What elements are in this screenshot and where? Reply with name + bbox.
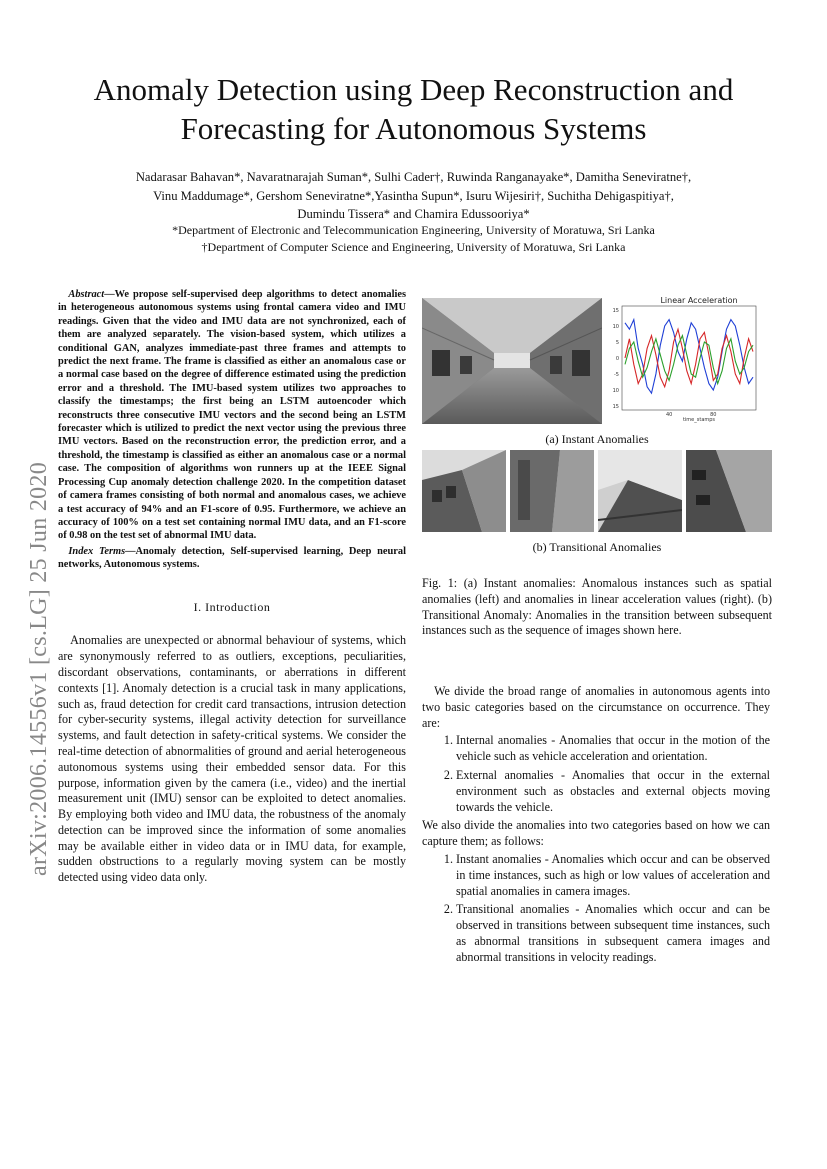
list-item: 1. Internal anomalies - Anomalies that occur in the motion of the vehicle such as vehicle acceleration and orientation. xyxy=(456,733,770,765)
corridor-image xyxy=(422,298,602,424)
y-tick-label: 15 xyxy=(612,308,619,314)
subcaption-a: (a) Instant Anomalies xyxy=(545,432,649,446)
authors-line: Vinu Maddumage*, Gershom Seneviratne*,Yasintha Supun*, Isuru Wijesiri†, Suchitha Dehigaspitiya†, xyxy=(153,188,674,203)
authors-line: Nadarasar Bahavan*, Navaratnarajah Suman*, Sulhi Cader†, Ruwinda Ranganayake*, Damitha Seneviratne†, xyxy=(135,170,692,184)
abstract-label: Abstract xyxy=(68,289,105,300)
subcaption-b: (b) Transitional Anomalies xyxy=(532,540,662,554)
section-title: I. Introduction xyxy=(193,599,271,614)
index-label: Index Terms xyxy=(68,545,126,557)
paper-title: Anomaly Detection using Deep Reconstruction and Forecasting for Autonomous Systems xyxy=(93,72,734,146)
transition-frame xyxy=(598,450,682,532)
anomaly-type-list xyxy=(422,733,770,815)
y-tick-label: -5 xyxy=(614,372,619,378)
authors-line: Dumindu Tissera* and Chamira Edussooriya* xyxy=(297,207,530,221)
figure-caption: Fig. 1: (a) Instant anomalies: Anomalous instances such as spatial anomalies (left) and anomalies in linear acceleration values (right). (b) Transitional Anomaly: Anomalies in the transition between subsequent instances such as the sequence of images shown here. xyxy=(422,576,772,638)
right-column xyxy=(422,684,770,969)
series-line-red xyxy=(625,329,753,387)
x-axis-label: time_stamps xyxy=(682,417,716,423)
affiliations xyxy=(60,222,767,256)
y-ticks xyxy=(613,308,619,410)
abstract-text: —We propose self-supervised deep algorithms to detect anomalies in heterogeneous autonomous systems using frontal camera video and IMU readings. Given that the video and IMU data are not synchronized, each of them are analyzed separately. The vision-based system, which utilizes a conditional GAN, analyzes immediate-past three frames and attempts to predict the next frame. The frame is classified as either an anomalous case or a normal case based on the degree of difference estimated using the prediction error and a threshold. The IMU-based system utilizes two approaches to classify the timestamps; the first being an LSTM autoencoder which reconstructs three consecutive IMU vectors and the second being an LSTM forecaster which is utilized to predict the next vector using the previous three IMU vectors. Based on the reconstruction error, the prediction error, and a threshold, the timestamp is classified as either an anomalous case or a normal case. The composition of algorithms won runners up at the IEEE Signal Processing Cup anomaly detection challenge 2020. In the competition dataset of camera frames consisting of both normal and anomalous cases, we achieve a test accuracy of 94% and an F1-score of 0.95. Furthermore, we achieve an accuracy of 100% on a test set containing normal IMU data, and an F1-score of 0.98 on the test set of abnormal IMU data. xyxy=(58,289,406,542)
index-text: —Anomaly detection, Self-supervised learning, Deep neural networks, Autonomous systems. xyxy=(58,545,406,571)
anomaly-capture-list xyxy=(422,852,770,966)
left-column xyxy=(58,288,406,886)
transition-frame xyxy=(422,450,506,532)
arxiv-id: arXiv:2006.14556v1 [cs.LG] 25 Jun 2020 xyxy=(26,461,52,876)
plot-frame xyxy=(622,306,756,410)
transition-frame xyxy=(510,450,594,532)
index-terms xyxy=(58,545,406,572)
list-item: 2. External anomalies - Anomalies that occur in the external environment such as obstacles and external objects moving towards the vehicle. xyxy=(456,768,770,815)
y-tick-label: 10 xyxy=(612,388,619,394)
author-list xyxy=(60,168,767,224)
y-tick-label: 10 xyxy=(612,324,619,330)
linear-acceleration-chart xyxy=(604,294,772,424)
series-lines xyxy=(625,320,753,394)
intro-paragraph-2: We divide the broad range of anomalies in autonomous agents into two basic categories based on the circumstance on occurrence. They are: xyxy=(422,684,770,730)
transition-frame xyxy=(686,450,772,532)
chart-title: Linear Acceleration xyxy=(660,296,738,305)
affiliation: †Department of Computer Science and Engineering, University of Moratuwa, Sri Lanka xyxy=(201,240,626,254)
y-tick-label: 5 xyxy=(615,340,619,346)
x-tick-label: 80 xyxy=(710,412,717,418)
y-tick-label: 0 xyxy=(615,356,619,362)
subfigure-b xyxy=(422,450,772,532)
affiliation: *Department of Electronic and Telecommunication Engineering, University of Moratuwa, Sri Lanka xyxy=(172,223,655,237)
y-tick-label: 15 xyxy=(612,404,619,410)
intro-paragraph-3: We also divide the anomalies into two categories based on how we can capture them; as follows: xyxy=(422,818,770,849)
intro-paragraph: Anomalies are unexpected or abnormal behaviour of systems, which are synonymously referred to as outliers, exceptions, peculiarities, discordant observations, contaminants, or aberrations in different contexts [1]. Anomaly detection is a crucial task in many applications, such as, fraud detection for credit card transactions, intrusion detection for cyber-security systems, illegal activity detection for surveillance systems, and fault detection in safety-critical systems. We consider the real-time detection of abnormalities of ground and aerial heterogeneous autonomous systems using their embedded sensor data. For this purpose, information given by the camera (i.e., video) and the inertial measurement unit (IMU) sensor can be exploited to detect anomalies. By employing both video and IMU data, the robustness of the anomaly detection can be improved since the information of some anomalies may be available either in video data or in IMU data, for example, sudden obstructions to a regularly moving system can be mostly detected using video data only. xyxy=(58,633,406,885)
list-item: 1. Instant anomalies - Anomalies which occur and can be observed in time instances, such as high or low values of acceleration and spatial anomalies in camera images. xyxy=(456,852,770,899)
subfigure-a xyxy=(422,294,772,446)
section-heading xyxy=(58,600,406,616)
abstract xyxy=(58,288,406,543)
x-tick-label: 40 xyxy=(665,412,673,418)
arxiv-stamp xyxy=(14,240,58,880)
list-item: 2. Transitional anomalies - Anomalies which occur and can be observed in transitions between subsequent time instances, such as abnormal transitions in subsequent camera images and abnormal transitions in velocity readings. xyxy=(456,902,770,965)
